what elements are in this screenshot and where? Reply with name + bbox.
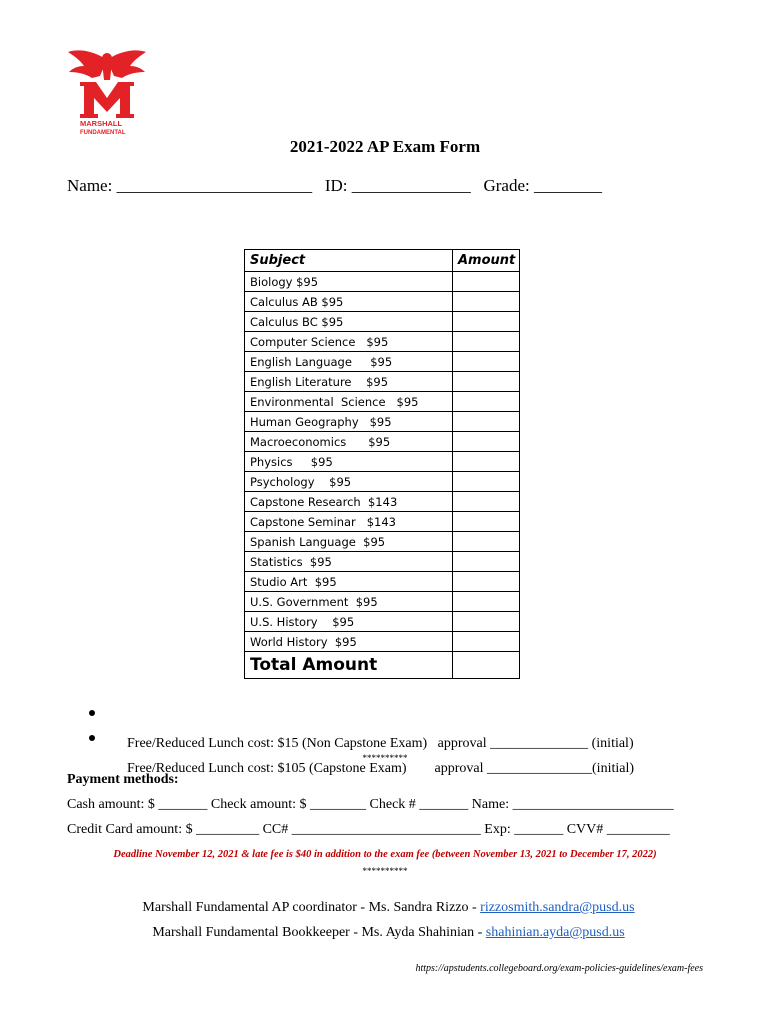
- list-item: [88, 704, 634, 751]
- amount-cell[interactable]: [453, 572, 520, 592]
- deadline-notice: Deadline November 12, 2021 & late fee is $40 in addition to the exam fee (between November 13, 2021 to December 17, 2022): [113, 849, 657, 860]
- table-row: [245, 552, 520, 572]
- logo-text-line2: FUNDAMENTAL: [80, 130, 126, 136]
- form-title: 2021-2022 AP Exam Form: [289, 137, 481, 156]
- subject-cell: U.S. History $95: [245, 612, 453, 632]
- school-logo: [66, 46, 148, 136]
- amount-cell[interactable]: [453, 452, 520, 472]
- total-row: [245, 652, 520, 679]
- amount-cell[interactable]: [453, 412, 520, 432]
- lunch-cost-non-capstone: Free/Reduced Lunch cost: $15 (Non Capstone Exam) approval ______________ (initial): [127, 736, 634, 751]
- table-row: [245, 492, 520, 512]
- table-row: [245, 592, 520, 612]
- amount-cell[interactable]: [453, 432, 520, 452]
- coordinator-email-link[interactable]: rizzosmith.sandra@pusd.us: [480, 900, 635, 915]
- footer-url[interactable]: https://apstudents.collegeboard.org/exam-policies-guidelines/exam-fees: [415, 963, 703, 974]
- subject-cell: Biology $95: [245, 272, 453, 292]
- subject-cell: Physics $95: [245, 452, 453, 472]
- bookkeeper-contact: [0, 909, 770, 941]
- subject-cell: Calculus AB $95: [245, 292, 453, 312]
- table-row: [245, 272, 520, 292]
- amount-cell[interactable]: [453, 592, 520, 612]
- subject-cell: Macroeconomics $95: [245, 432, 453, 452]
- bookkeeper-email-link[interactable]: shahinian.ayda@pusd.us: [485, 925, 625, 940]
- amount-cell[interactable]: [453, 612, 520, 632]
- amount-cell[interactable]: [453, 372, 520, 392]
- table-row: [245, 472, 520, 492]
- subject-cell: Environmental Science $95: [245, 392, 453, 412]
- subject-cell: Spanish Language $95: [245, 532, 453, 552]
- payment-cash-check-line[interactable]: Cash amount: $ _______ Check amount: $ ________ Check # _______ Name: _______________________: [67, 797, 674, 812]
- amount-cell[interactable]: [453, 632, 520, 652]
- amount-cell[interactable]: [453, 492, 520, 512]
- subject-cell: Calculus BC $95: [245, 312, 453, 332]
- separator: **********: [362, 866, 408, 876]
- header-amount: Amount: [453, 250, 520, 272]
- table-row: [245, 632, 520, 652]
- table-header-row: [245, 250, 520, 272]
- table-row: [245, 312, 520, 332]
- table-row: [245, 572, 520, 592]
- amount-cell[interactable]: [453, 272, 520, 292]
- table-row: [245, 452, 520, 472]
- subject-cell: Studio Art $95: [245, 572, 453, 592]
- payment-credit-card-line[interactable]: Credit Card amount: $ _________ CC# ___________________________ Exp: _______ CVV# _________: [67, 822, 670, 837]
- subject-cell: Psychology $95: [245, 472, 453, 492]
- amount-cell[interactable]: [453, 332, 520, 352]
- logo-text-line1: MARSHALL: [80, 119, 123, 128]
- separator: **********: [362, 753, 408, 763]
- header-subject: Subject: [245, 250, 453, 272]
- subject-cell: Capstone Research $143: [245, 492, 453, 512]
- table-row: [245, 392, 520, 412]
- table-row: [245, 612, 520, 632]
- subject-cell: Human Geography $95: [245, 412, 453, 432]
- lunch-cost-capstone: Free/Reduced Lunch cost: $105 (Capstone Exam) approval _______________(initial): [127, 761, 635, 776]
- list-item: [88, 729, 635, 776]
- amount-cell[interactable]: [453, 532, 520, 552]
- subject-cell: Computer Science $95: [245, 332, 453, 352]
- table-row: [245, 292, 520, 312]
- total-amount-cell[interactable]: [453, 652, 520, 679]
- student-info-line[interactable]: Name: _______________________ ID: ______________ Grade: ________: [67, 176, 602, 195]
- table-row: [245, 412, 520, 432]
- amount-cell[interactable]: [453, 312, 520, 332]
- amount-cell[interactable]: [453, 552, 520, 572]
- subject-cell: English Language $95: [245, 352, 453, 372]
- subject-cell: World History $95: [245, 632, 453, 652]
- bookkeeper-text: Marshall Fundamental Bookkeeper - Ms. Ayda Shahinian -: [152, 925, 486, 940]
- table-row: [245, 432, 520, 452]
- lunch-cost-list: [88, 704, 635, 776]
- subject-cell: Capstone Seminar $143: [245, 512, 453, 532]
- payment-methods-title: Payment methods:: [67, 772, 179, 787]
- table-row: [245, 332, 520, 352]
- amount-cell[interactable]: [453, 472, 520, 492]
- bullet-icon: [89, 710, 95, 716]
- subject-cell: English Literature $95: [245, 372, 453, 392]
- amount-cell[interactable]: [453, 292, 520, 312]
- amount-cell[interactable]: [453, 392, 520, 412]
- amount-cell[interactable]: [453, 352, 520, 372]
- table-row: [245, 532, 520, 552]
- table-row: [245, 352, 520, 372]
- table-row: [245, 372, 520, 392]
- subject-cell: Statistics $95: [245, 552, 453, 572]
- table-row: [245, 512, 520, 532]
- coordinator-text: Marshall Fundamental AP coordinator - Ms. Sandra Rizzo -: [142, 900, 481, 915]
- subject-cell: U.S. Government $95: [245, 592, 453, 612]
- bullet-icon: [89, 735, 95, 741]
- exam-fee-table: [244, 249, 520, 679]
- total-label: Total Amount: [245, 652, 453, 679]
- amount-cell[interactable]: [453, 512, 520, 532]
